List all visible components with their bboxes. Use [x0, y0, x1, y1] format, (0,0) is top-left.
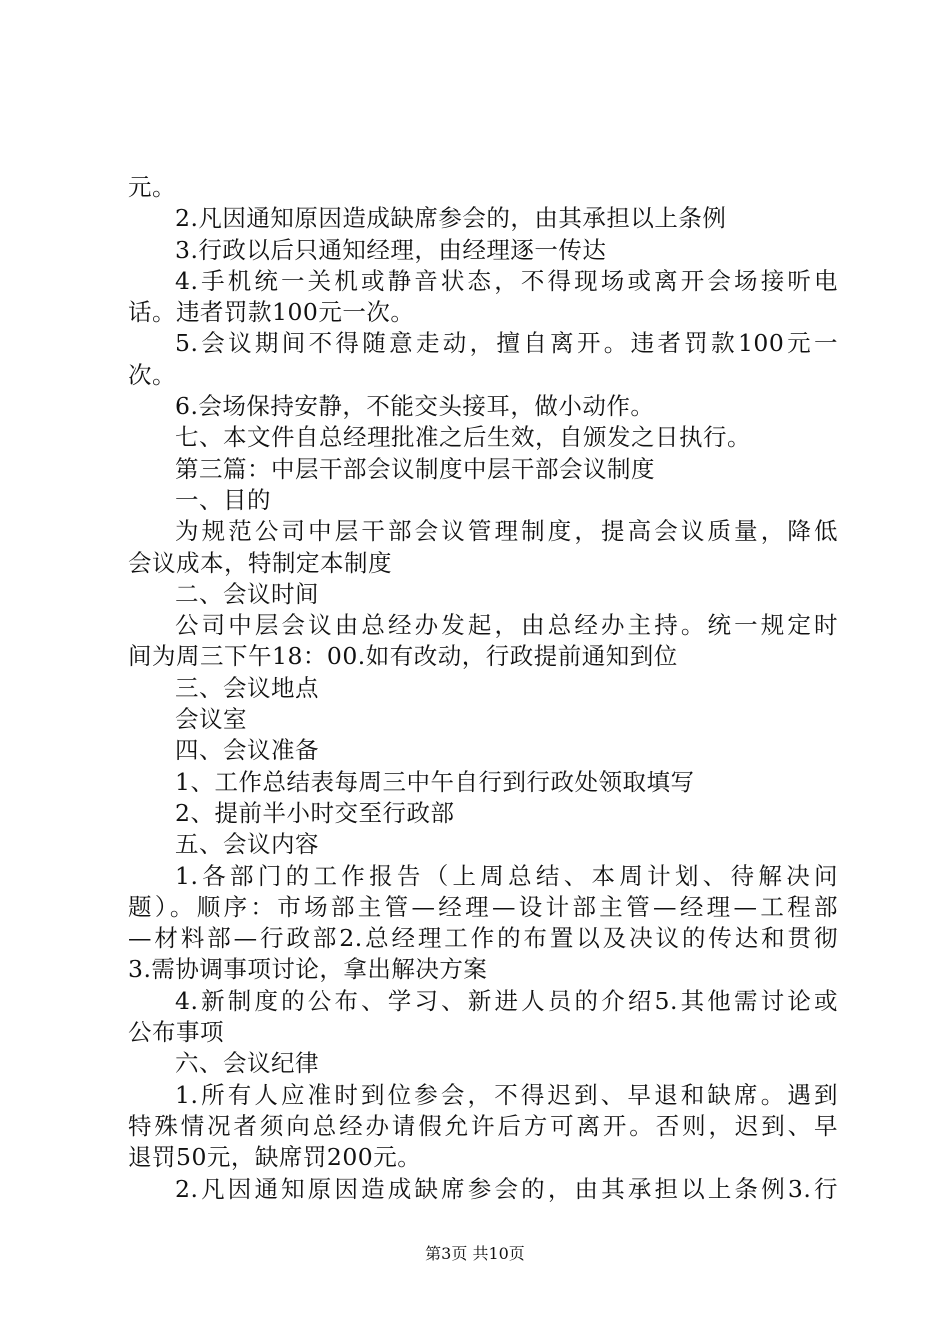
text-line: 3.行政以后只通知经理，由经理逐一传达	[175, 235, 607, 264]
text-line: 2、提前半小时交至行政部	[175, 798, 455, 827]
text-line: —材料部—行政部2.总经理工作的布置以及决议的传达和贯彻	[128, 924, 838, 953]
text-line: 6.会场保持安静，不能交头接耳，做小动作。	[175, 392, 655, 421]
text-line: 3.需协调事项讨论，拿出解决方案	[128, 955, 488, 984]
text-line: 七、本文件自总经理批准之后生效，自颁发之日执行。	[175, 423, 751, 452]
text-line: 五、会议内容	[175, 830, 319, 859]
text-line: 元。	[128, 173, 176, 201]
text-line: 次。	[128, 360, 176, 389]
page-footer: 第3页 共10页	[425, 1244, 525, 1263]
text-line: 公司中层会议由总经办发起，由总经办主持。统一规定时	[175, 611, 838, 640]
text-line: 2.凡因通知原因造成缺席参会的，由其承担以上条例	[175, 204, 727, 233]
text-line: 5.会议期间不得随意走动，擅自离开。违者罚款100元一	[175, 329, 838, 358]
text-line: 会议室	[175, 705, 247, 734]
text-line: 第三篇：中层干部会议制度中层干部会议制度	[175, 454, 655, 483]
text-line: 一、目的	[175, 485, 271, 514]
text-line: 1.所有人应准时到位参会，不得迟到、早退和缺席。遇到	[175, 1080, 838, 1109]
text-line: 为规范公司中层干部会议管理制度，提高会议质量，降低	[175, 517, 838, 546]
text-line: 会议成本，特制定本制度	[128, 548, 392, 577]
text-line: 六、会议纪律	[175, 1049, 319, 1078]
text-line: 1、工作总结表每周三中午自行到行政处领取填写	[175, 767, 695, 796]
text-line: 间为周三下午18：00.如有改动，行政提前通知到位	[128, 642, 678, 671]
text-line: 退罚50元，缺席罚200元。	[128, 1143, 422, 1172]
text-line: 三、会议地点	[175, 673, 319, 702]
text-line: 二、会议时间	[175, 579, 319, 608]
text-line: 公布事项	[128, 1018, 224, 1047]
text-line: 4.手机统一关机或静音状态，不得现场或离开会场接听电	[175, 266, 838, 295]
text-line: 四、会议准备	[175, 736, 319, 765]
text-line: 1.各部门的工作报告（上周总结、本周计划、待解决问	[175, 861, 838, 890]
text-line: 题）。顺序：市场部主管—经理—设计部主管—经理—工程部	[128, 892, 838, 921]
text-line: 4.新制度的公布、学习、新进人员的介绍5.其他需讨论或	[175, 986, 838, 1015]
text-line: 特殊情况者须向总经办请假允许后方可离开。否则，迟到、早	[128, 1111, 838, 1140]
document-body	[128, 172, 838, 1205]
text-line: 2.凡因通知原因造成缺席参会的，由其承担以上条例3.行	[175, 1174, 838, 1203]
text-line: 话。违者罚款100元一次。	[128, 298, 415, 327]
